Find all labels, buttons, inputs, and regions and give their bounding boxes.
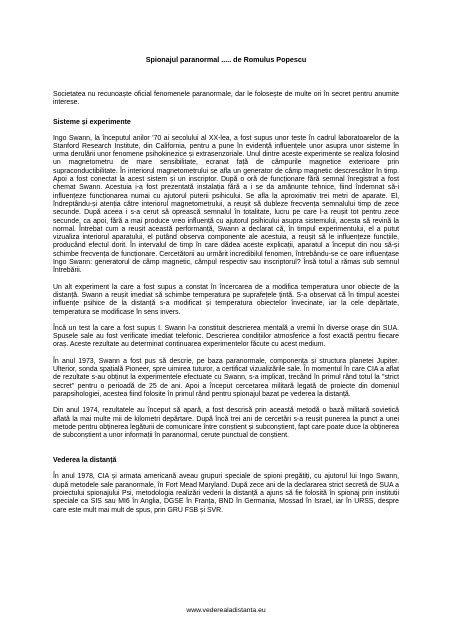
paragraph-1978: În anul 1978, CIA și armata americană aveau grupuri speciale de spioni pregătiți, cu ajutorul lui Ingo Swann, după metodele sale paranormale, în Fort Mead Maryland. După zece ani de la declararea strict secretă de SUA a proiectului spionajului Psi, metodologia realizări vederii la distanță a ajuns să fie folosită în spionaj prin institutii speciale ca SIS sau MI6 în Anglia, DGSE în Franța, BND în Germania, Mossad în Israel, iar în URSS, despre care este mult mai mult de spus, prin GRU FSB și SVR.: [53, 473, 399, 514]
paragraph-jupiter: În anul 1973, Swann a fost pus să descrie, pe baza paranormale, componența și structura planetei Jupiter. Ulterior, sonda spațială Pioneer, spre uimirea tuturor, a certificat vizualizările sale. În momentul în care CIA a aflat de rezultate s-au obținut la experimentele efectuate cu Swann, s-a implicat, trecând în primul rând totul la "strict secret" pentru o perioadă de 25 de ani. Apoi a început cercetarea militară legată de proiecte din domeniul parapsihologiei, acestea fiind folosite în primul rând pentru spionajul bazat pe vederea la distanță.: [53, 357, 399, 398]
paragraph-1974: Din anul 1974, rezultatele au început să apară, a fost descrisă prin această metodă o bază militară sovietică aflată la mai multe mii de kilometri depărtare. După încă trei ani de cercetări s-a reușit punerea la punct a unei metode pentru obținerea legăturii de comunicare între conștient și subconștient, fapt care poate duce la obținerea de subconștient a unor informații în paranormal, cerute punctual de conștient.: [53, 407, 399, 440]
document-title: Spionajul paranormal ..... de Romulus Popescu: [145, 55, 307, 64]
paragraph-weather: Încă un test la care a fost supus I. Swann l-a constituit descrierea mentală a vremii în diverse orașe din SUA. Spusele sale au fost verificate imediat telefonic. Descrierea condițiilor atmosferice a fost exactă pentru fiecare oraș. Aceste rezultate au determinat continuarea experimentelor făcute cu acest medium.: [53, 324, 399, 349]
paragraph-temperature: Un alt experiment la care a fost supus a constat în încercarea de a modifica temperatura unor obiecte de la distanță. Swann a reușit imediat să schimbe temperatura pe suprafețele țintă. S-a observat că în timpul acestei influențe psihice de la distanță s-a modificat și temperatura obiectelor învecinate, iar la cele depărtate, temperatura se modificase în sens invers.: [53, 283, 399, 316]
paragraph-swann-magnetometer: Ingo Swann, la începutul anilor '70 ai secolului al XX-lea, a fost supus unor teste în cadrul laboratoarelor de la Stanford Research Institute, din California, pentru a pune în evidență influențele unor asupra unor sisteme în urma derulării unor fenomene psihokinezice și extrasenzoriale. Unul dintre aceste experimente se realiza folosind un magnetometru de mare sensibilitate, ecranat față de câmpurile magnetice exterioare prin supraconductibilitate. În interiorul magnetometrului se afla un generator de câmp magnetic descrescător în timp. Apoi a fost conectat la acest sistem și un inscriptor. După o oră de funcționare fără semnal înregistrat a fost chemat Swann. Acestuia i-a fost prezentată instalația fără a i se da amănunte tehnice, fiind îndemnat să-i influențeze funcționarea numai cu ajutorul puterii psihicului. Se afla la aproximativ trei metri de aparate. El, îndreptându-și atenția către interiorul magnetometrului, a reușit să dubleze frecvența semnalului timp de zece secunde. După aceea i s-a cerut să oprească semnalul în totalitate, lucru pe care l-a reușit tot pentru zece secunde, ca apoi, fără a mai produce vreo influență cu ajutorul psihicului asupra sistemului, acesta să revină la normal. Întrebat cum a reușit această performanță, Swann a declarat că, în timpul experimentului, el a putut vizualiza interiorul aparatului, el putând observa componente ale acestuia, a reușit să le influențeze funcțiile, producând efectul dorit. În intervalul de timp în care dădea aceste explicații, aparatul a început din nou să-și schimbe frecvența de funcționare. Cercetătorii au urmărit incredibilul fenomen, întrebându-se ce oare influențase Ingo Swann: generatorul de câmp magnetic, câmpul respectiv sau inscriptorul? Însă totul a rămas sub semnul întrebării.: [53, 134, 399, 275]
document-page: [53, 0, 399, 515]
section-heading-vederea: Vederea la distanță: [53, 457, 117, 465]
footer-url: www.vederealadistanta.eu: [186, 607, 266, 614]
section-heading-sisteme: Sisteme și experimente: [53, 118, 131, 126]
intro-paragraph: Societatea nu recunoaște oficial fenomenele paranormale, dar le folosește de multe ori în secret pentru anumite interese.: [53, 91, 399, 107]
